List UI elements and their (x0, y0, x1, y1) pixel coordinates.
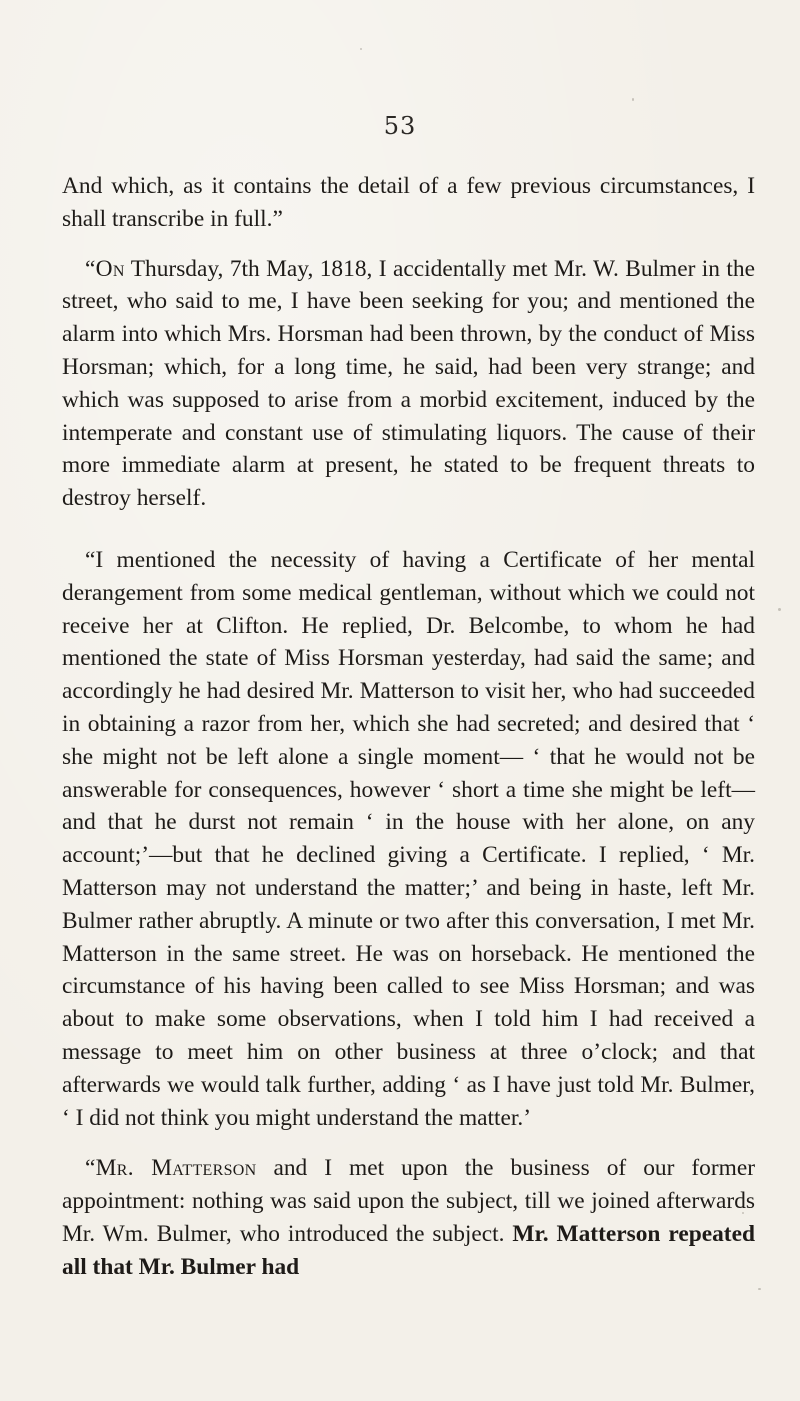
paper-speck (360, 48, 362, 50)
paragraph-tail: Mr. Matterson repeated all that Mr. Bulmer had (62, 1220, 755, 1280)
paper-speck (778, 608, 781, 611)
body-text (62, 170, 755, 1284)
paragraph-certificate: “I mentioned the necessity of having a Certificate of her mental derangement from some medical gentleman, without which we could not receive her at Clifton. He replied, Dr. Belcombe, to whom he had mentioned the state of Miss Horsman yesterday, had said the same; and accordingly he had desired Mr. Matterson to visit her, who had succeeded in obtaining a razor from her, which she had secreted; and desired that ‘ she might not be left alone a single moment— ‘ that he would not be answerable for consequences, however ‘ short a time she might be left—and that he durst not remain ‘ in the house with her alone, on any account;’—but that he declined giving a Certificate. I replied, ‘ Mr. Matterson may not understand the matter;’ and being in haste, left Mr. Bulmer rather abruptly. A minute or two after this conversation, I met Mr. Matterson in the same street. He was on horseback. He mentioned the circumstance of his having been called to see Miss Horsman; and was about to make some observations, when I told him I had received a message to meet him on other business at three o’clock; and that afterwards we would talk further, adding ‘ as I have just told Mr. Bulmer, ‘ I did not think you might understand the matter.’ (62, 546, 755, 1131)
paragraph-intro: And which, as it contains the detail of a few previous circumstances, I shall transcribe in full.” (62, 173, 755, 232)
paragraph-body: Thursday, 7th May, 1818, I accidentally met Mr. W. Bulmer in the street, who said to me, I have been seeking for you; and mentioned the alarm into which Mrs. Horsman had been thrown, by the conduct of Miss Horsman; which, for a long time, he said, had been very strange; and which was supposed to arise from a morbid excitement, induced by the intemperate and constant use of stimulating liquors. The cause of their more immediate alarm at present, he stated to be frequent threats to destroy herself. (62, 255, 755, 512)
paper-speck (632, 98, 634, 101)
paper-speck (758, 1288, 761, 1290)
paragraph-thursday (62, 253, 755, 515)
paper-speck (742, 1212, 744, 1214)
paragraph-lead: “Mr. Matterson (85, 1155, 257, 1182)
page-number: 53 (383, 112, 417, 140)
paper-speck (714, 398, 716, 400)
paragraph-matterson (62, 1152, 755, 1283)
paragraph-lead: “On (85, 255, 125, 282)
paragraph-body: and I met upon the business of our former appointment: nothing was said upon the subject, till we joined afterwards Mr. Wm. Bulmer, who introduced the subject. (62, 1155, 756, 1247)
